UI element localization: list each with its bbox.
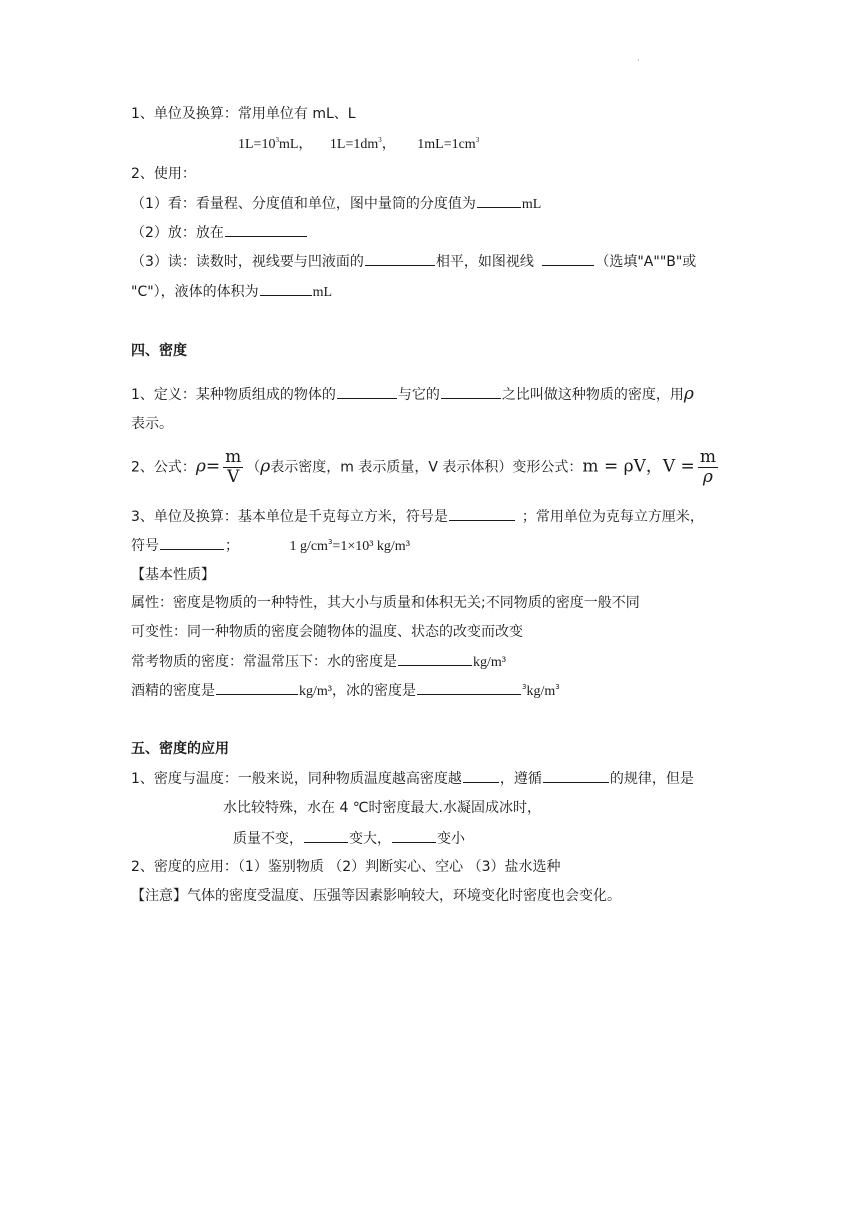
water-special-line bbox=[223, 798, 541, 818]
note-text: 【注意】气体的密度受温度、压强等因素影响较大，环境变化时密度也会变化。 bbox=[131, 888, 621, 904]
answer-blank[interactable] bbox=[160, 535, 224, 550]
unit-separator: ； bbox=[225, 538, 239, 554]
unit-line bbox=[131, 506, 704, 527]
property-text2: kg/m³，冰的密度是 bbox=[299, 684, 416, 699]
conv-exp: 3 bbox=[378, 136, 382, 144]
note-line bbox=[131, 886, 621, 906]
usage-label: 2、使用： bbox=[131, 166, 196, 182]
properties-title: 【基本性质】 bbox=[131, 567, 215, 583]
fraction-denominator: ρ bbox=[702, 467, 713, 487]
definition-end-text: 表示。 bbox=[131, 416, 173, 432]
rho-symbol: ρ bbox=[260, 456, 271, 477]
conv-liter-dm: 1L=1dm bbox=[329, 137, 379, 152]
usage-volume-text: "C"），液体的体积为 bbox=[131, 284, 259, 300]
answer-blank[interactable] bbox=[225, 222, 307, 237]
answer-blank[interactable] bbox=[260, 281, 312, 296]
unit-text: 3、单位及换算：基本单位是千克每立方米，符号是 bbox=[131, 509, 448, 525]
unit-kgm3: kg/m³ bbox=[473, 655, 506, 670]
application-text: 2、密度的应用：（1）鉴别物质 （2）判断实心、空心 （3）盐水选种 bbox=[131, 859, 561, 875]
usage-volume-line bbox=[131, 281, 332, 303]
unit-text2: ；常用单位为克每立方厘米， bbox=[521, 509, 704, 525]
definition-text3: 之比叫做这种物质的密度，用 bbox=[501, 387, 684, 403]
conv-tail: mL， bbox=[278, 137, 313, 152]
formula-explanation: 表示密度，m 表示质量，V 表示体积）变形公式： bbox=[270, 459, 583, 476]
answer-blank[interactable] bbox=[337, 384, 397, 399]
answer-blank[interactable] bbox=[392, 828, 436, 843]
property-text: 属性：密度是物质的一种特性，其大小与质量和体积无关;不同物质的密度一般不同 bbox=[131, 595, 640, 611]
volume-formula-label: ，V = bbox=[645, 456, 695, 477]
ice-text2: 变大， bbox=[349, 831, 391, 847]
application-line bbox=[131, 857, 561, 877]
page-marker: · bbox=[637, 56, 640, 65]
ice-text: 质量不变， bbox=[233, 831, 303, 847]
definition-end-line bbox=[131, 414, 173, 434]
usage-heading bbox=[131, 164, 196, 184]
properties-title-line bbox=[131, 565, 215, 585]
property-line-4 bbox=[131, 680, 560, 702]
temperature-text: 1、密度与温度：一般来说，同种物质温度越高密度越 bbox=[131, 771, 462, 787]
answer-blank[interactable] bbox=[463, 768, 499, 783]
property-text: 酒精的密度是 bbox=[131, 683, 215, 699]
unit-conversion: 1 g/cm bbox=[289, 539, 328, 554]
equals-sign: = bbox=[205, 456, 221, 477]
unit-symbol-label: 符号 bbox=[131, 538, 159, 554]
formula-label: 2、公式： bbox=[131, 459, 196, 476]
fraction-denominator: V bbox=[227, 467, 240, 487]
conv-exp: 3 bbox=[327, 538, 333, 546]
temperature-line bbox=[131, 768, 694, 789]
property-text: 可变性：同一种物质的密度会随物体的温度、状态的改变而改变 bbox=[131, 624, 523, 640]
answer-blank[interactable] bbox=[398, 651, 472, 666]
usage-place-line bbox=[131, 222, 308, 243]
section-heading-density bbox=[131, 341, 187, 361]
mass-formula: m = ρV bbox=[582, 456, 646, 477]
density-fraction bbox=[223, 449, 243, 486]
unit-conversion-text: 1、单位及换算：常用单位有 mL、L bbox=[131, 106, 356, 122]
unit-conversion-value: =1×10³ kg/m³ bbox=[332, 539, 410, 554]
usage-look-text: （1）看：看量程、分度值和单位，图中量筒的分度值为 bbox=[131, 196, 476, 212]
property-line-3 bbox=[131, 651, 506, 673]
conv-exp: 3 bbox=[475, 136, 480, 144]
answer-blank[interactable] bbox=[365, 251, 435, 266]
usage-place-text: （2）放：放在 bbox=[131, 225, 224, 241]
conv-exp: 3 bbox=[521, 683, 527, 691]
rho-symbol: ρ bbox=[683, 384, 694, 404]
usage-read-choice: （选填"A""B"或 bbox=[595, 254, 697, 270]
unit-ml: mL bbox=[312, 285, 333, 300]
definition-text: 1、定义：某种物质组成的物体的 bbox=[131, 387, 336, 403]
conv-exp: 3 bbox=[555, 683, 560, 691]
conv-ml-cm: 1mL=1cm bbox=[417, 137, 476, 152]
formula-paren: （ bbox=[246, 459, 261, 476]
answer-blank[interactable] bbox=[304, 828, 348, 843]
answer-blank[interactable] bbox=[543, 768, 609, 783]
unit-symbol-line bbox=[131, 535, 410, 557]
conv-exp: 3 bbox=[275, 136, 279, 144]
conversion-formulas bbox=[238, 135, 479, 155]
answer-blank[interactable] bbox=[216, 680, 298, 695]
section-heading-applications bbox=[131, 739, 229, 759]
unit-ml: mL bbox=[521, 197, 542, 212]
answer-blank[interactable] bbox=[441, 384, 501, 399]
usage-read-text2: 相平，如图视线 bbox=[435, 254, 534, 270]
property-text: 常考物质的密度：常温常压下：水的密度是 bbox=[131, 654, 397, 670]
answer-blank[interactable] bbox=[477, 193, 521, 208]
usage-look-line bbox=[131, 193, 541, 215]
property-line-2 bbox=[131, 622, 523, 642]
heading-text: 五、密度的应用 bbox=[131, 741, 229, 757]
property-line-1 bbox=[131, 593, 640, 613]
answer-blank[interactable] bbox=[542, 251, 594, 266]
formula-line bbox=[131, 449, 721, 486]
definition-line bbox=[131, 384, 694, 405]
temperature-text3: 的规律，但是 bbox=[609, 771, 694, 787]
ice-line bbox=[233, 828, 465, 849]
heading-text: 四、密度 bbox=[131, 343, 187, 359]
fraction-numerator: m bbox=[225, 447, 242, 467]
definition-text2: 与它的 bbox=[397, 387, 440, 403]
fraction-numerator: m bbox=[699, 447, 716, 467]
temperature-text2: ，遵循 bbox=[499, 771, 542, 787]
rho-symbol: ρ bbox=[195, 456, 206, 477]
volume-fraction bbox=[698, 449, 718, 486]
usage-read-line bbox=[131, 251, 696, 272]
answer-blank[interactable] bbox=[449, 506, 515, 521]
answer-blank[interactable] bbox=[417, 680, 521, 695]
conv-tail: ， bbox=[381, 137, 396, 152]
unit-kgm3: kg/m bbox=[526, 684, 556, 699]
water-special-text: 水比较特殊，水在 4 ℃时密度最大.水凝固成冰时， bbox=[223, 800, 541, 816]
usage-read-text: （3）读：读数时，视线要与凹液面的 bbox=[131, 254, 364, 270]
conv-liter-ml: 1L=10 bbox=[238, 137, 276, 152]
ice-text3: 变小 bbox=[437, 831, 465, 847]
unit-conversion-line bbox=[131, 104, 356, 124]
